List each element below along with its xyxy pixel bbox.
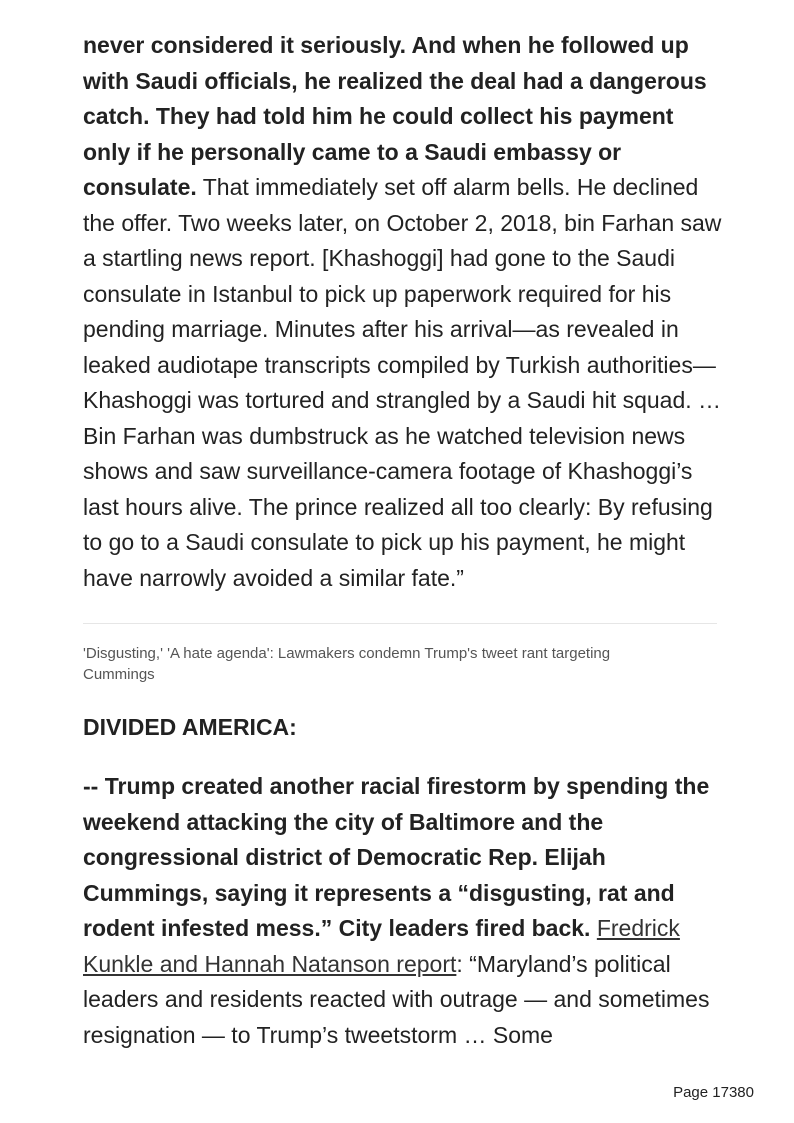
article-body: [83, 28, 723, 1053]
body-text: That immediately set off alarm bells. He declined the offer. Two weeks later, on October 2, 2018, bin Farhan saw a startling news report. [Khashoggi] had gone to the Saudi consulate in Istanbul to pick up paperwork required for his pending marriage. Minutes after his arrival—as revealed in leaked audiotape transcripts compiled by Turkish authorities—Khashoggi was tortured and strangled by a Saudi hit squad. … Bin Farhan was dumbstruck as he watched television news shows and saw surveillance-camera footage of Khashoggi’s last hours alive. The prince realized all too clearly: By refusing to go to a Saudi consulate to pick up his payment, he might have narrowly avoided a similar fate.”: [83, 174, 722, 591]
bold-passage: -- Trump created another racial firestorm by spending the weekend attacking the city of Baltimore and the congressional district of Democratic Rep. Elijah Cummings, saying it represents a “disgusting, rat and rodent infested mess.” City leaders fired back.: [83, 773, 710, 941]
section-heading: DIVIDED AMERICA:: [83, 714, 297, 740]
divider: [83, 623, 717, 624]
article-paragraph-divided-america: [83, 769, 723, 1053]
page-number: Page 17380: [673, 1084, 754, 1101]
body-text: : “Maryland’s political leaders and residents reacted with outrage — and sometimes resignation — to Trump’s tweetstorm … Some: [83, 950, 710, 1048]
bold-passage: never considered it seriously. And when he followed up with Saudi officials, he realized the deal had a dangerous catch. They had told him he could collect his payment only if he personally came to a Saudi embassy or consulate.: [83, 32, 707, 200]
report-link[interactable]: Fredrick Kunkle and Hannah Natanson report: [83, 915, 680, 977]
article-paragraph: [83, 28, 723, 596]
related-article-link[interactable]: 'Disgusting,' 'A hate agenda': Lawmakers condemn Trump's tweet rant targeting Cummings: [83, 645, 611, 683]
